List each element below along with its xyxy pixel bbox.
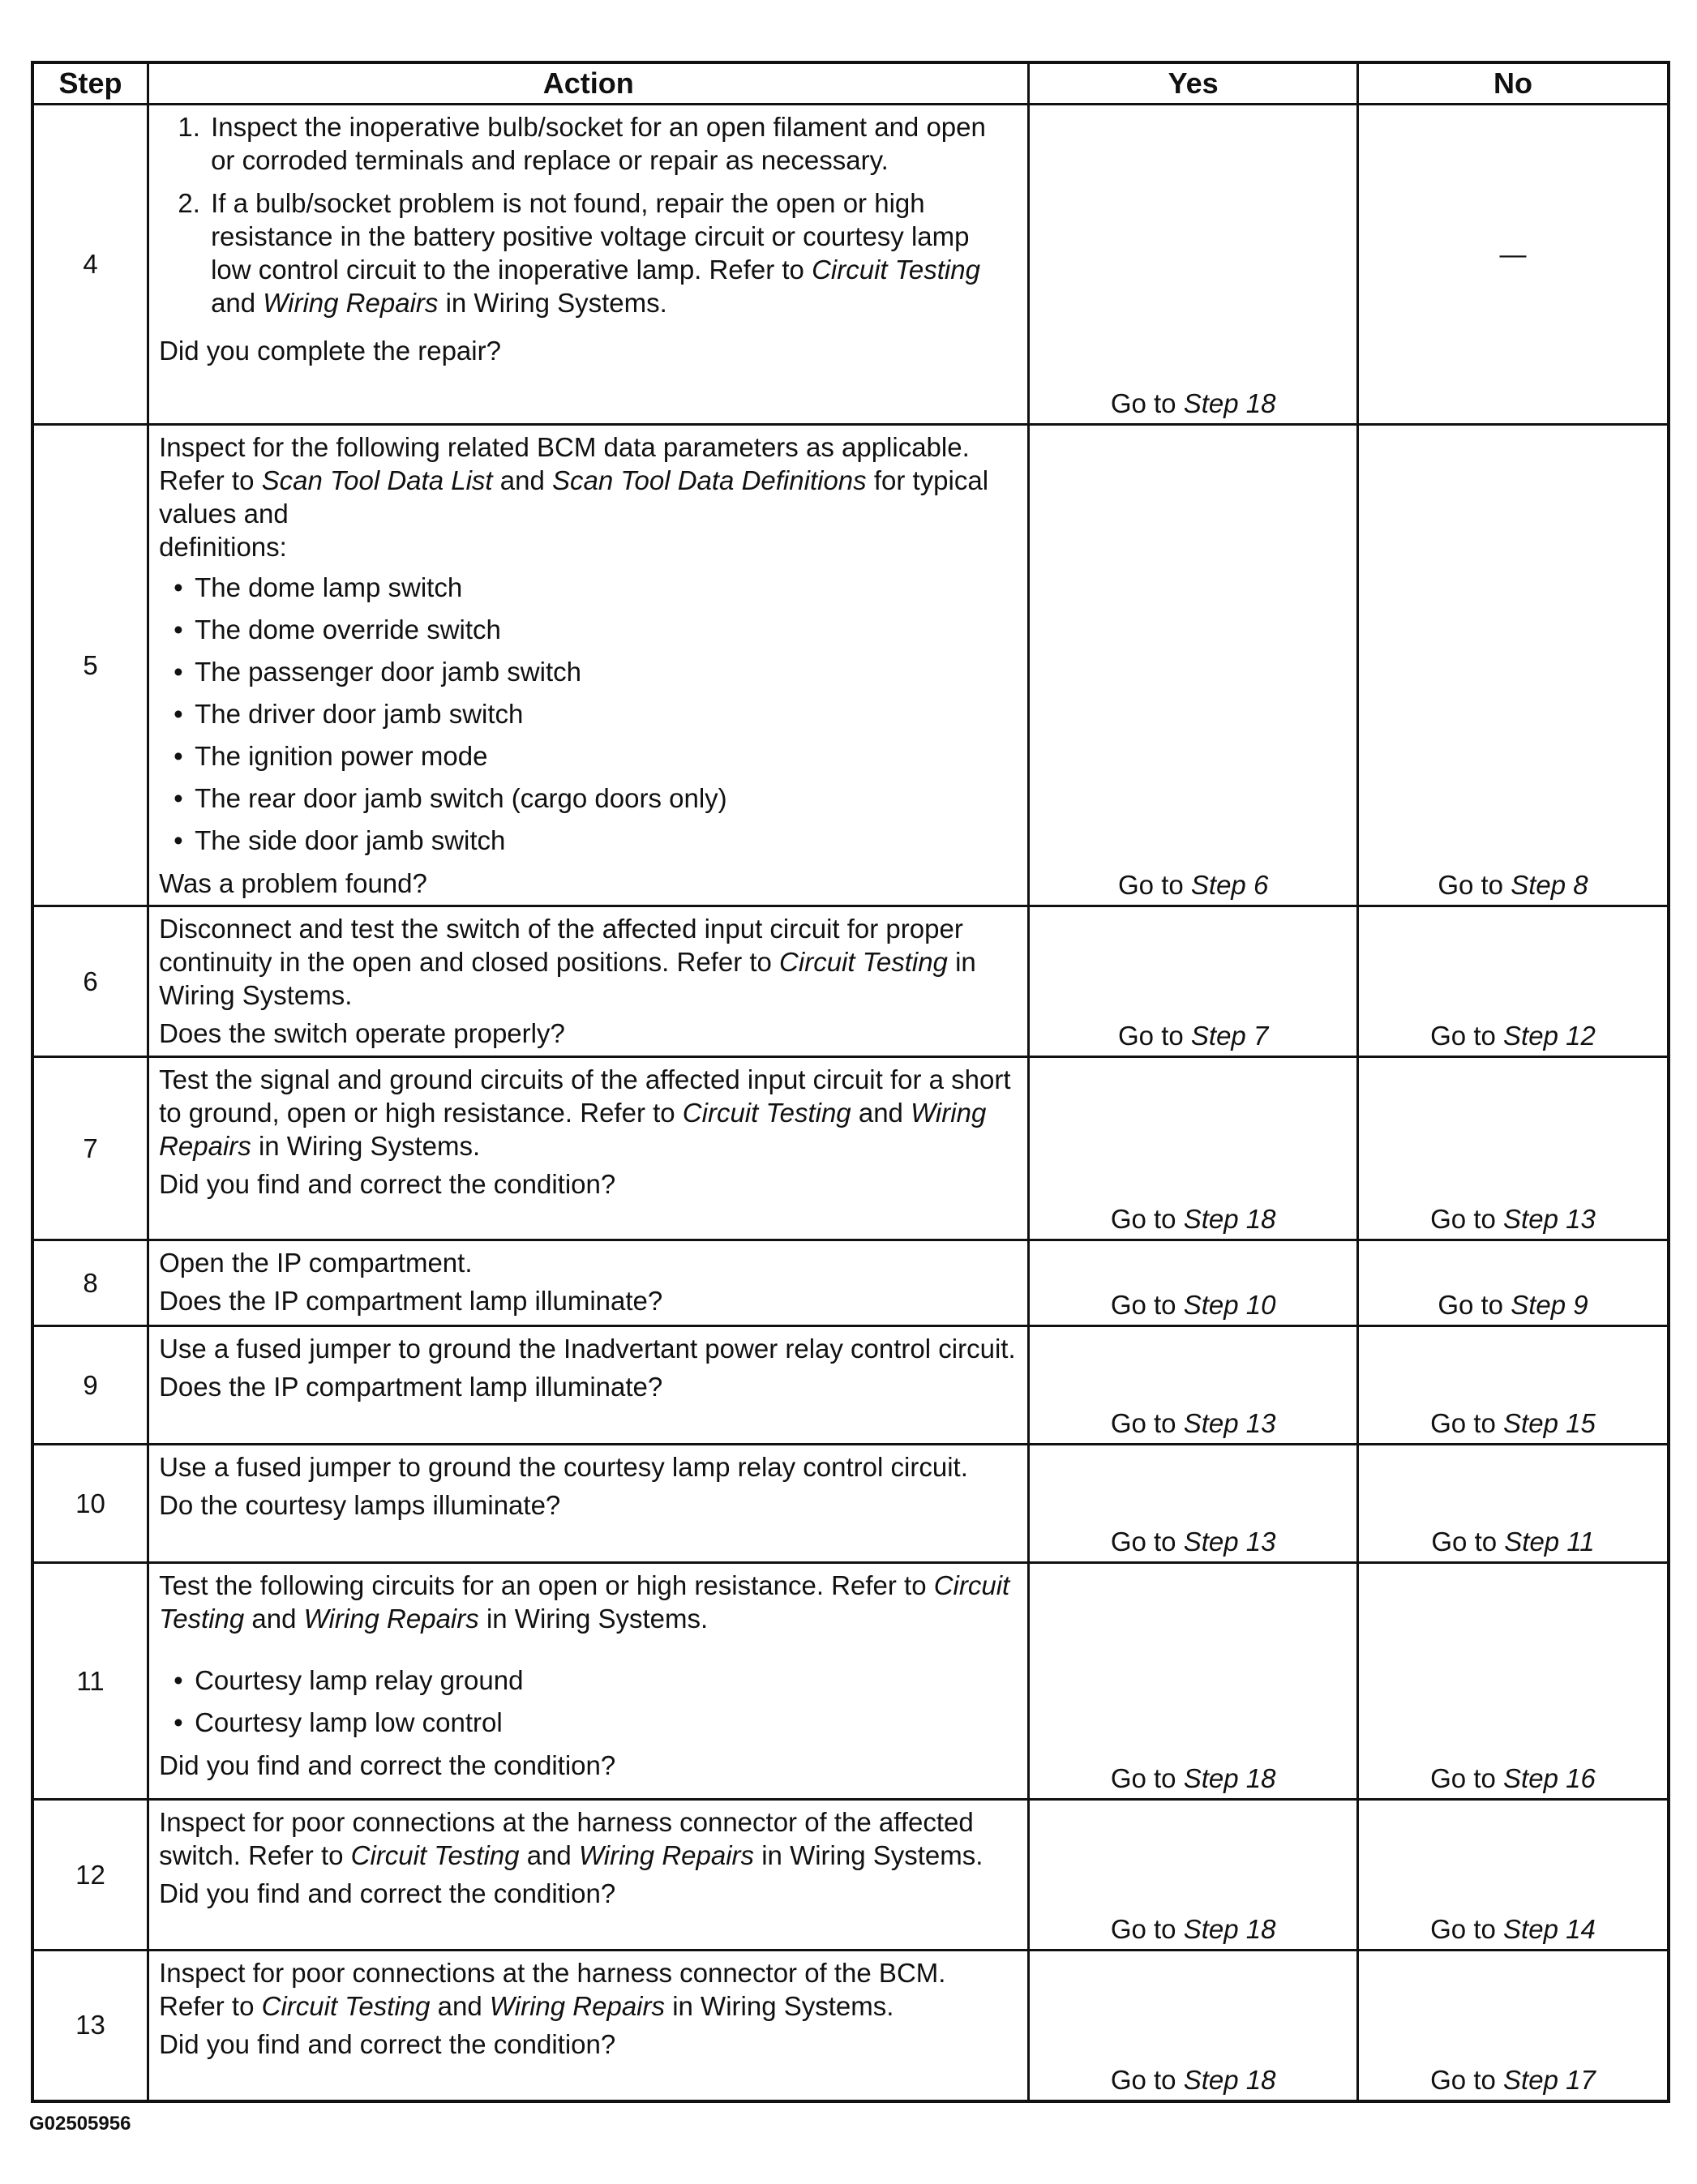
yes-step-link: Step 18	[1183, 388, 1276, 418]
yes-step-link: Step 18	[1183, 1763, 1276, 1793]
question-text: Was a problem found?	[159, 868, 427, 898]
yes-cell: Go to Step 13	[1029, 1326, 1358, 1445]
step-number: 8	[32, 1240, 148, 1326]
yes-step-link: Step 13	[1183, 1527, 1276, 1557]
yes-cell: Go to Step 7	[1029, 906, 1358, 1057]
table-row	[32, 1445, 1669, 1563]
no-cell: Go to Step 9	[1357, 1240, 1669, 1326]
question-text: Did you complete the repair?	[159, 336, 501, 366]
yes-step-link: Step 18	[1183, 1914, 1276, 1944]
no-step-link: Step 11	[1504, 1527, 1595, 1557]
question-text: Do the courtesy lamps illuminate?	[159, 1490, 561, 1520]
question-text: Did you find and correct the condition?	[159, 1878, 616, 1908]
list-item: • The dome lamp switch	[195, 567, 1016, 609]
yes-step-link: Step 18	[1183, 2064, 1276, 2095]
no-step-link: Step 9	[1511, 1290, 1588, 1320]
yes-cell: Go to Step 18	[1029, 1800, 1358, 1951]
step-number: 6	[32, 906, 148, 1057]
step-number: 4	[32, 105, 148, 425]
action-text: Test the following circuits for an open or high resistance. Refer to Circuit Testing and Wiring Repairs in Wiring Systems.	[159, 1570, 1010, 1634]
action-text: Use a fused jumper to ground the Inadvertant power relay control circuit.	[159, 1334, 1016, 1364]
action-steps-list	[159, 110, 1016, 329]
action-cell	[148, 1240, 1029, 1326]
no-cell: Go to Step 12	[1357, 906, 1669, 1057]
table-row	[32, 105, 1669, 425]
no-cell: Go to Step 11	[1357, 1445, 1669, 1563]
header-no: No	[1357, 62, 1669, 105]
step-number: 12	[32, 1800, 148, 1951]
step-number: 13	[32, 1951, 148, 2101]
table-row	[32, 1326, 1669, 1445]
yes-step-link: Step 13	[1183, 1408, 1276, 1438]
header-row	[32, 62, 1669, 105]
ref-wiring-repairs: Wiring Repairs	[489, 1991, 666, 2021]
no-step-link: Step 12	[1503, 1021, 1596, 1051]
yes-cell: Go to Step 18	[1029, 1951, 1358, 2101]
action-text: Disconnect and test the switch of the affected input circuit for proper continuity in the open and closed positions. Refer to Circuit Testing in Wiring Systems.	[159, 914, 976, 1010]
action-cell	[148, 906, 1029, 1057]
header-step: Step	[32, 62, 148, 105]
no-cell: Go to Step 14	[1357, 1800, 1669, 1951]
parameter-list	[159, 567, 1016, 862]
ref-circuit-testing: Circuit Testing	[261, 1991, 431, 2021]
no-step-link: Step 16	[1503, 1763, 1596, 1793]
yes-cell: Go to Step 18	[1029, 1563, 1358, 1800]
yes-step-link: Step 10	[1183, 1290, 1276, 1320]
header-yes: Yes	[1029, 62, 1358, 105]
ref-circuit-testing: Circuit Testing	[159, 1570, 1010, 1634]
action-text: Inspect for poor connections at the harness connector of the affected switch. Refer to Circuit Testing and Wiring Repairs in Wiring Systems.	[159, 1807, 983, 1870]
no-cell: Go to Step 13	[1357, 1057, 1669, 1240]
yes-step-link: Step 6	[1190, 870, 1269, 900]
question-text: Did you find and correct the condition?	[159, 1169, 616, 1199]
no-step-link: Step 13	[1503, 1204, 1596, 1234]
question-text: Did you find and correct the condition?	[159, 1750, 616, 1780]
header-action: Action	[148, 62, 1029, 105]
no-step-link: Step 15	[1503, 1408, 1596, 1438]
action-text: Open the IP compartment.	[159, 1248, 473, 1278]
image-code: G02505956	[29, 2113, 131, 2135]
no-cell: Go to Step 17	[1357, 1951, 1669, 2101]
table-row	[32, 1800, 1669, 1951]
step-number: 9	[32, 1326, 148, 1445]
action-cell	[148, 1057, 1029, 1240]
action-step-item: 1. Inspect the inoperative bulb/socket for an open filament and open or corroded terminals and replace or repair as necessary.	[208, 110, 1016, 177]
question-text: Does the switch operate properly?	[159, 1018, 565, 1048]
yes-cell: Go to Step 6	[1029, 425, 1358, 906]
ref-scan-tool-data-list: Scan Tool Data List	[261, 465, 493, 495]
ref-wiring-repairs: Wiring Repairs	[263, 288, 439, 318]
step-number: 5	[32, 425, 148, 906]
question-text: Does the IP compartment lamp illuminate?	[159, 1372, 663, 1402]
action-text: Inspect for the following related BCM data parameters as applicable. Refer to Scan Tool Data List and Scan Tool Data Definitions for typical values and definitions:	[159, 432, 989, 562]
yes-cell: Go to Step 18	[1029, 1057, 1358, 1240]
action-cell	[148, 1800, 1029, 1951]
action-cell	[148, 425, 1029, 906]
table-row	[32, 425, 1669, 906]
list-item: • The side door jamb switch	[195, 820, 1016, 862]
action-text: Inspect for poor connections at the harness connector of the BCM. Refer to Circuit Testing and Wiring Repairs in Wiring Systems.	[159, 1958, 946, 2021]
action-cell	[148, 1445, 1029, 1563]
yes-step-link: Step 18	[1183, 1204, 1276, 1234]
list-item: • Courtesy lamp relay ground	[195, 1659, 1016, 1702]
action-text: Test the signal and ground circuits of the affected input circuit for a short to ground, open or high resistance. Refer to Circuit Testing and Wiring Repairs in Wiring Systems.	[159, 1064, 1011, 1161]
circuit-list	[159, 1659, 1016, 1744]
step-number: 7	[32, 1057, 148, 1240]
ref-circuit-testing: Circuit Testing	[350, 1840, 520, 1870]
no-step-link: Step 14	[1503, 1914, 1596, 1944]
action-step-item: 2. If a bulb/socket problem is not found, repair the open or high resistance in the battery positive voltage circuit or courtesy lamp low control circuit to the inoperative lamp. Refer to Circuit Testing and Wiring Repairs in Wiring Systems.	[208, 186, 1016, 319]
step-number: 10	[32, 1445, 148, 1563]
list-item: • The dome override switch	[195, 609, 1016, 651]
step-number: 11	[32, 1563, 148, 1800]
table-row	[32, 1240, 1669, 1326]
table-row	[32, 1057, 1669, 1240]
action-cell	[148, 1326, 1029, 1445]
ref-scan-tool-data-definitions: Scan Tool Data Definitions	[551, 465, 867, 495]
diagnostic-table	[31, 61, 1670, 2103]
no-cell	[1357, 105, 1669, 425]
list-item: • Courtesy lamp low control	[195, 1702, 1016, 1744]
yes-step-link: Step 7	[1190, 1021, 1269, 1051]
no-cell: Go to Step 15	[1357, 1326, 1669, 1445]
ref-wiring-repairs: Wiring Repairs	[159, 1098, 987, 1161]
ref-circuit-testing: Circuit Testing	[812, 255, 980, 285]
list-item: • The ignition power mode	[195, 735, 1016, 777]
no-step-link: Step 17	[1503, 2064, 1596, 2095]
list-item: • The rear door jamb switch (cargo doors only)	[195, 777, 1016, 820]
ref-circuit-testing: Circuit Testing	[779, 947, 948, 977]
no-step-link: Step 8	[1511, 870, 1588, 900]
yes-cell: Go to Step 18	[1029, 105, 1358, 425]
question-text: Does the IP compartment lamp illuminate?	[159, 1286, 663, 1316]
ref-wiring-repairs: Wiring Repairs	[578, 1840, 755, 1870]
list-item: • The driver door jamb switch	[195, 693, 1016, 735]
action-text: Use a fused jumper to ground the courtesy lamp relay control circuit.	[159, 1452, 968, 1482]
ref-wiring-repairs: Wiring Repairs	[303, 1604, 479, 1634]
action-cell	[148, 1563, 1029, 1800]
yes-cell: Go to Step 13	[1029, 1445, 1358, 1563]
ref-circuit-testing: Circuit Testing	[682, 1098, 851, 1128]
table-row	[32, 1951, 1669, 2101]
table-row	[32, 1563, 1669, 1800]
no-cell: Go to Step 16	[1357, 1563, 1669, 1800]
no-cell: Go to Step 8	[1357, 425, 1669, 906]
action-cell	[148, 105, 1029, 425]
list-item: • The passenger door jamb switch	[195, 651, 1016, 693]
no-dash: —	[1499, 238, 1527, 269]
table-row	[32, 906, 1669, 1057]
question-text: Did you find and correct the condition?	[159, 2029, 616, 2059]
yes-cell: Go to Step 10	[1029, 1240, 1358, 1326]
action-cell	[148, 1951, 1029, 2101]
